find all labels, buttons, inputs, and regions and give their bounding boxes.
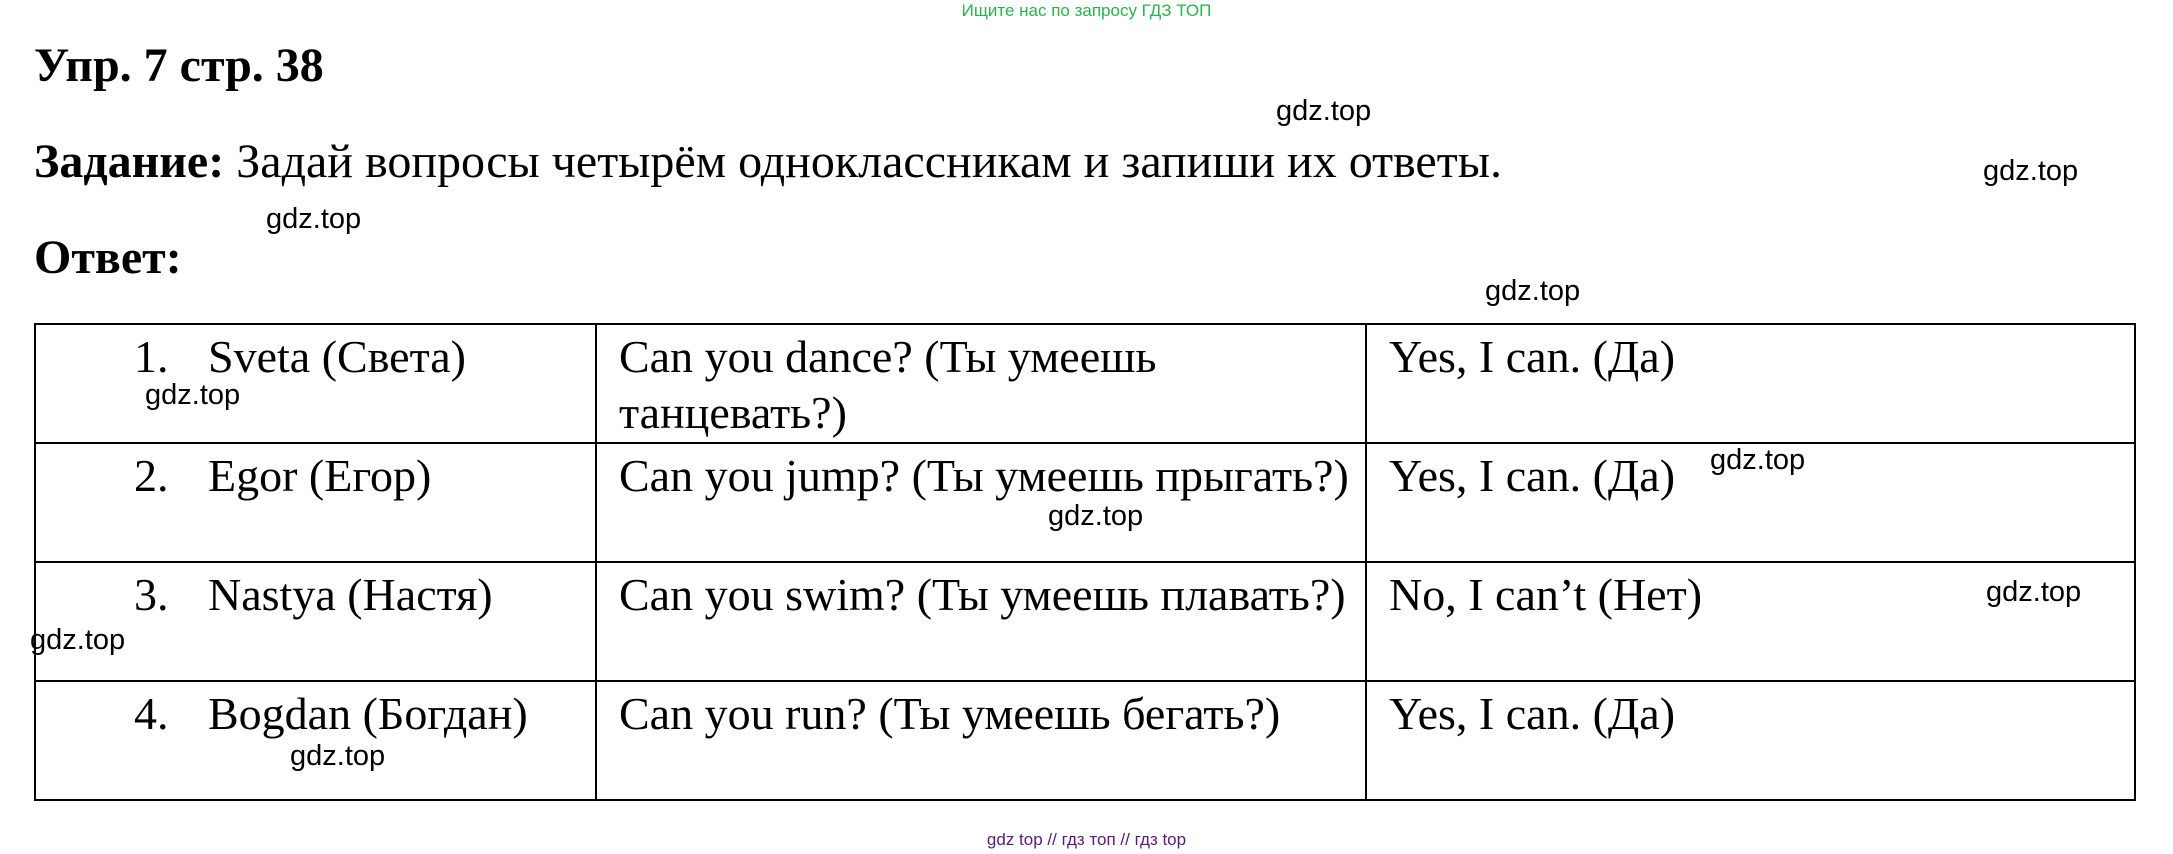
watermark: gdz.top <box>1983 155 2079 187</box>
task-label: Задание: <box>34 135 225 188</box>
classmate-name: Sveta (Света) <box>208 331 466 382</box>
row-number: 3. <box>134 569 169 620</box>
question-cell: Can you jump? (Ты умеешь прыгать?) <box>596 443 1366 562</box>
watermark: gdz.top <box>145 379 241 411</box>
page-title: Упр. 7 стр. 38 <box>34 39 324 92</box>
table-row <box>35 562 2135 681</box>
watermark: gdz.top <box>30 624 126 656</box>
question-cell: Can you dance? (Ты умеешь танцевать?) <box>596 324 1366 443</box>
reply-cell: Yes, I can. (Да) <box>1366 681 2135 800</box>
classmate-name-cell <box>35 562 596 681</box>
reply-cell: No, I can’t (Нет) <box>1366 562 2135 681</box>
watermark: gdz.top <box>1048 500 1144 532</box>
classmate-name: Egor (Егор) <box>208 450 432 501</box>
task-text: Задай вопросы четырём одноклассникам и запиши их ответы. <box>224 135 1502 188</box>
reply-cell: Yes, I can. (Да) <box>1366 443 2135 562</box>
table-row <box>35 324 2135 443</box>
classmate-name: Nastya (Настя) <box>208 569 493 620</box>
row-number: 1. <box>134 331 169 382</box>
answers-table <box>34 323 2136 801</box>
watermark: gdz.top <box>266 203 362 235</box>
watermark: gdz.top <box>1276 95 1372 127</box>
row-number: 4. <box>134 688 169 739</box>
classmate-name-cell <box>35 324 596 443</box>
classmate-name: Bogdan (Богдан) <box>208 688 528 739</box>
watermark: gdz.top <box>1710 444 1806 476</box>
watermark: gdz.top <box>1986 576 2082 608</box>
question-cell: Can you run? (Ты умеешь бегать?) <box>596 681 1366 800</box>
question-cell: Can you swim? (Ты умеешь плавать?) <box>596 562 1366 681</box>
classmate-name-cell <box>35 443 596 562</box>
footer-links: gdz top // гдз топ // гдз top <box>986 830 1187 849</box>
watermark: gdz.top <box>1485 275 1581 307</box>
search-banner: Ищите нас по запросу ГДЗ ТОП <box>961 1 1212 20</box>
task-line <box>34 132 1502 192</box>
reply-cell: Yes, I can. (Да) <box>1366 324 2135 443</box>
watermark: gdz.top <box>290 740 386 772</box>
answer-label: Ответ: <box>34 231 182 284</box>
row-number: 2. <box>134 450 169 501</box>
